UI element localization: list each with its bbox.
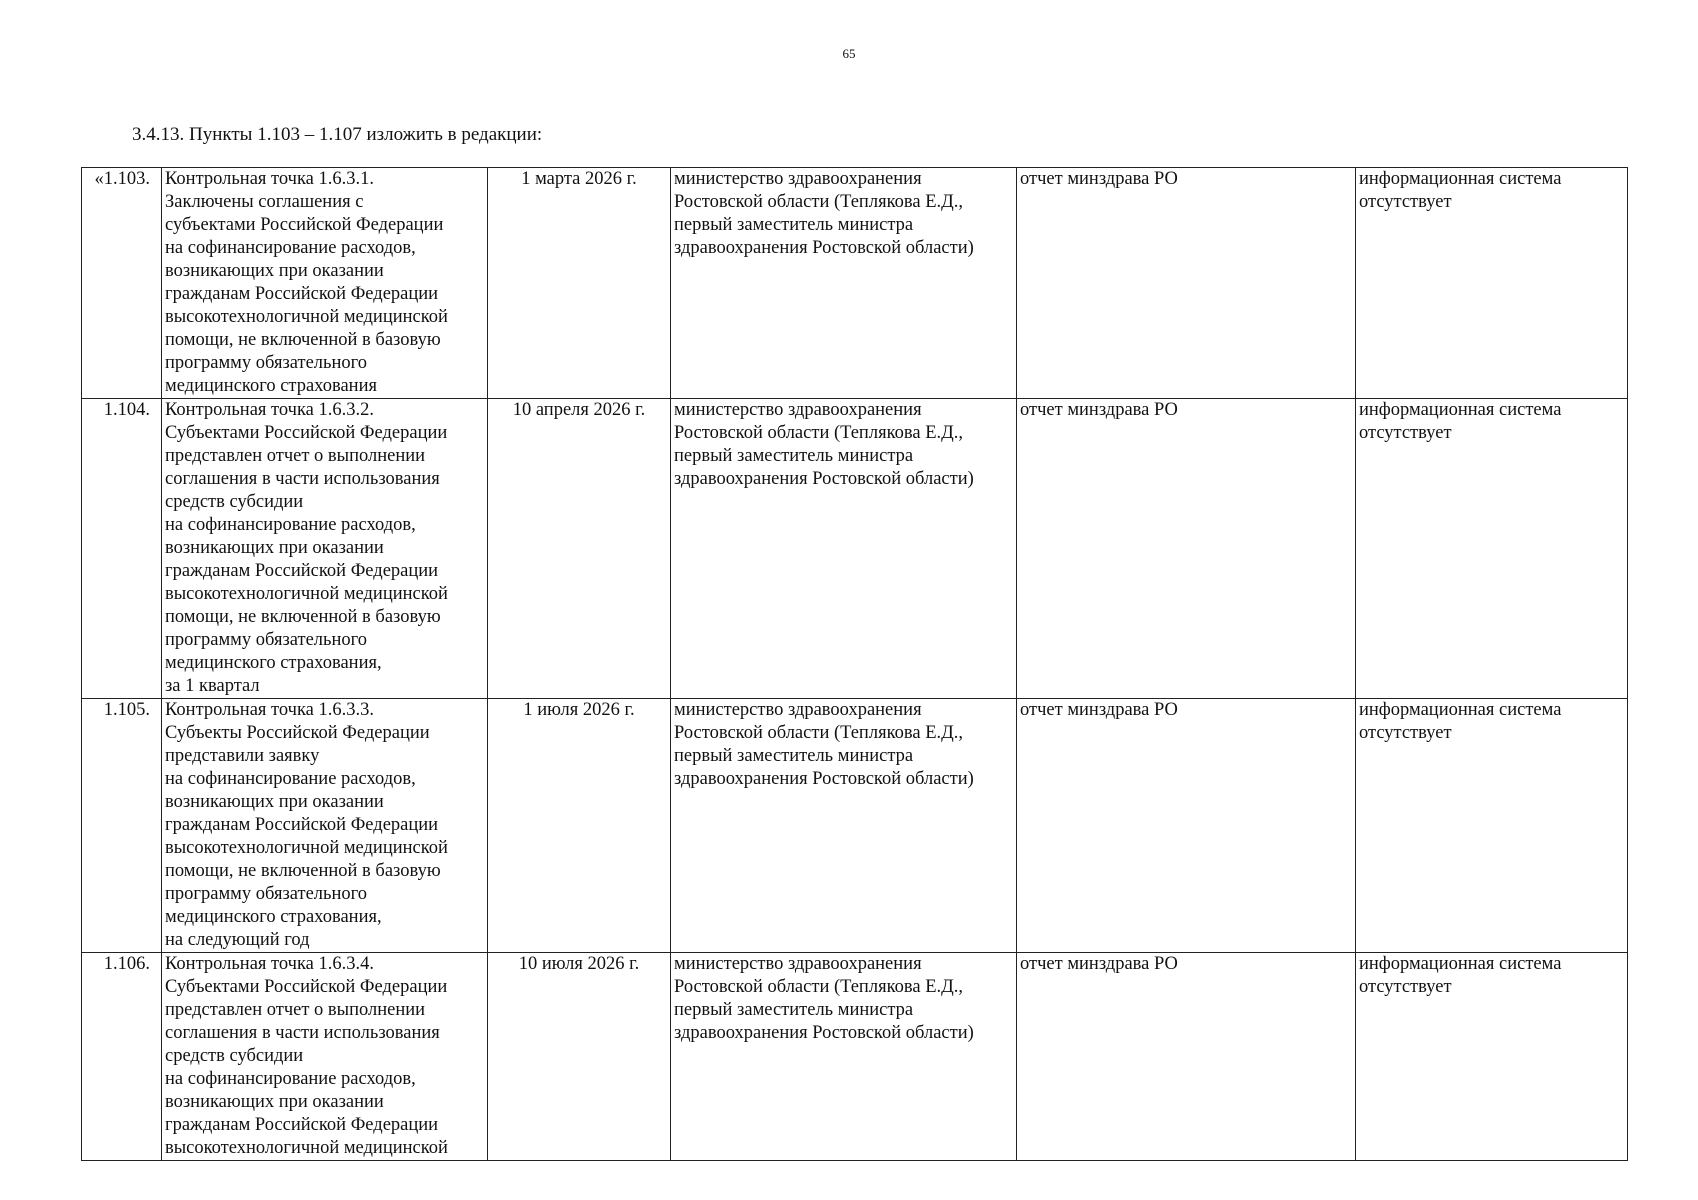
control-point-description: Контрольная точка 1.6.3.4. Субъектами Российской Федерации представлен отчет о выполнении соглашения в части использования средств субсидии на софинансирование расходов, возникающих при оказании гражданам Российской Федерации высокотехнологичной медицинской — [162, 953, 488, 1161]
deadline-date: 1 марта 2026 г. — [488, 168, 671, 399]
item-number: 1.106. — [82, 953, 162, 1161]
information-system: информационная система отсутствует — [1356, 699, 1628, 953]
item-number: 1.104. — [82, 399, 162, 699]
control-points-table — [81, 167, 1628, 1161]
information-system: информационная система отсутствует — [1356, 953, 1628, 1161]
control-point-description: Контрольная точка 1.6.3.3. Субъекты Российской Федерации представили заявку на софинансирование расходов, возникающих при оказании гражданам Российской Федерации высокотехнологичной медицинской помощи, не включенной в базовую программу обязательного медицинского страхования, на следующий год — [162, 699, 488, 953]
deadline-date: 10 апреля 2026 г. — [488, 399, 671, 699]
section-intro: 3.4.13. Пункты 1.103 – 1.107 изложить в редакции: — [132, 124, 543, 145]
information-system: информационная система отсутствует — [1356, 399, 1628, 699]
deadline-date: 1 июля 2026 г. — [488, 699, 671, 953]
table-row — [82, 953, 1628, 1161]
responsible-executor: министерство здравоохранения Ростовской области (Теплякова Е.Д., первый заместитель министра здравоохранения Ростовской области) — [671, 699, 1017, 953]
responsible-executor: министерство здравоохранения Ростовской области (Теплякова Е.Д., первый заместитель министра здравоохранения Ростовской области) — [671, 168, 1017, 399]
confirming-document: отчет минздрава РО — [1017, 953, 1356, 1161]
page-number: 65 — [842, 46, 856, 61]
table-row — [82, 699, 1628, 953]
control-point-description: Контрольная точка 1.6.3.1. Заключены соглашения с субъектами Российской Федерации на софинансирование расходов, возникающих при оказании гражданам Российской Федерации высокотехнологичной медицинской помощи, не включенной в базовую программу обязательного медицинского страхования — [162, 168, 488, 399]
responsible-executor: министерство здравоохранения Ростовской области (Теплякова Е.Д., первый заместитель министра здравоохранения Ростовской области) — [671, 399, 1017, 699]
item-number: «1.103. — [82, 168, 162, 399]
information-system: информационная система отсутствует — [1356, 168, 1628, 399]
confirming-document: отчет минздрава РО — [1017, 399, 1356, 699]
table-row — [82, 399, 1628, 699]
deadline-date: 10 июля 2026 г. — [488, 953, 671, 1161]
confirming-document: отчет минздрава РО — [1017, 699, 1356, 953]
item-number: 1.105. — [82, 699, 162, 953]
control-point-description: Контрольная точка 1.6.3.2. Субъектами Российской Федерации представлен отчет о выполнении соглашения в части использования средств субсидии на софинансирование расходов, возникающих при оказании гражданам Российской Федерации высокотехнологичной медицинской помощи, не включенной в базовую программу обязательного медицинского страхования, за 1 квартал — [162, 399, 488, 699]
table-row — [82, 168, 1628, 399]
confirming-document: отчет минздрава РО — [1017, 168, 1356, 399]
responsible-executor: министерство здравоохранения Ростовской области (Теплякова Е.Д., первый заместитель министра здравоохранения Ростовской области) — [671, 953, 1017, 1161]
